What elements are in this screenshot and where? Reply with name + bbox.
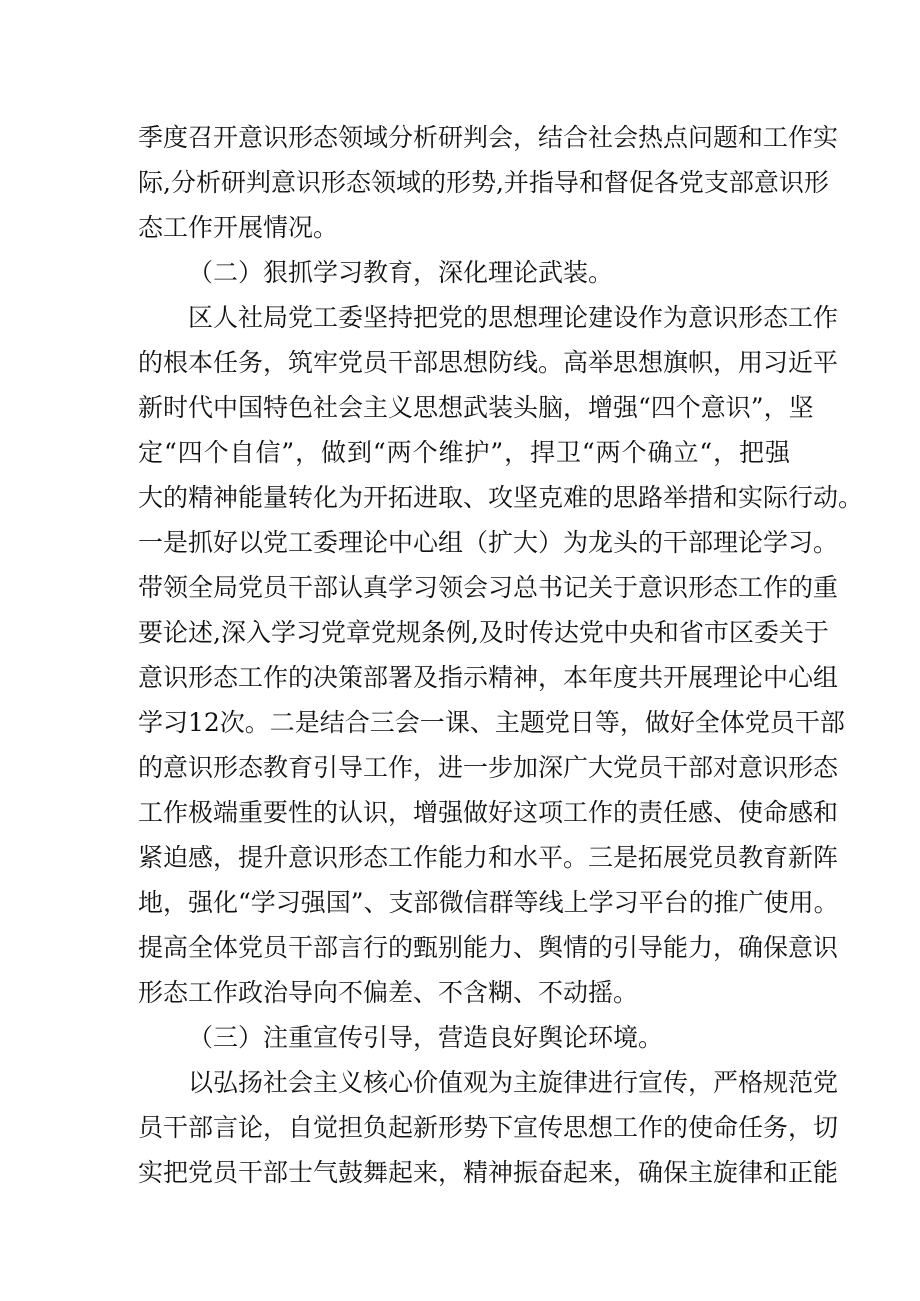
body-text-line: 际,分析研判意识形态领域的形势,并指导和督促各党支部意识形 xyxy=(138,168,829,197)
body-text-line: 提高全体党员干部言行的甄别能力、舆情的引导能力，确保意识 xyxy=(138,933,839,962)
body-text-line: 大的精神能量转化为开拓进取、攻坚克难的思路举措和实际行动。 xyxy=(138,483,864,512)
body-text-line: 员干部言论，自觉担负起新形势下宣传思想工作的使命任务，切 xyxy=(138,1113,839,1142)
body-text-line: 区人社局党工委坚持把党的思想理论建设作为意识形态工作 xyxy=(188,303,839,332)
body-text-line: 紧迫感，提升意识形态工作能力和水平。三是拓展党员教育新阵 xyxy=(138,843,839,872)
body-text-line: 季度召开意识形态领域分析研判会，结合社会热点问题和工作实 xyxy=(138,123,839,152)
body-text-line: 学习12次。二是结合三会一课、主题党日等，做好全体党员干部 xyxy=(138,708,845,737)
body-text-line: 意识形态工作的决策部署及指示精神，本年度共开展理论中心组 xyxy=(138,663,839,692)
body-text-line: 态工作开展情况。 xyxy=(138,213,339,242)
body-text-line: 实把党员干部士气鼓舞起来，精神振奋起来，确保主旋律和正能 xyxy=(138,1158,839,1187)
section-heading: （二）狠抓学习教育，深化理论武装。 xyxy=(188,258,614,287)
body-text-line: 一是抓好以党工委理论中心组（扩大）为龙头的干部理论学习。 xyxy=(138,528,839,557)
section-heading: （三）注重宣传引导，营造良好舆论环境。 xyxy=(188,1023,664,1052)
body-text-line: 定“四个自信”，做到“两个维护”，捍卫“两个确立“，把强 xyxy=(138,438,790,467)
body-text-line: 的意识形态教育引导工作，进一步加深广大党员干部对意识形态 xyxy=(138,753,839,782)
body-text-line: 地，强化“学习强国”、支部微信群等线上学习平台的推广使用。 xyxy=(138,888,839,917)
body-text-line: 带领全局党员干部认真学习领会习总书记关于意识形态工作的重 xyxy=(138,573,839,602)
body-text-line: 的根本任务，筑牢党员干部思想防线。高举思想旗帜，用习近平 xyxy=(138,348,839,377)
body-text-line: 以弘扬社会主义核心价值观为主旋律进行宣传，严格规范党 xyxy=(188,1068,839,1097)
body-text-line: 工作极端重要性的认识，增强做好这项工作的责任感、使命感和 xyxy=(138,798,839,827)
body-text-line: 形态工作政治导向不偏差、不含糊、不动摇。 xyxy=(138,978,639,1007)
body-text-line: 新时代中国特色社会主义思想武装头脑，增强“四个意识”，坚 xyxy=(138,393,814,422)
body-text-line: 要论述,深入学习党章党规条例,及时传达党中央和省市区委关于 xyxy=(138,618,829,647)
